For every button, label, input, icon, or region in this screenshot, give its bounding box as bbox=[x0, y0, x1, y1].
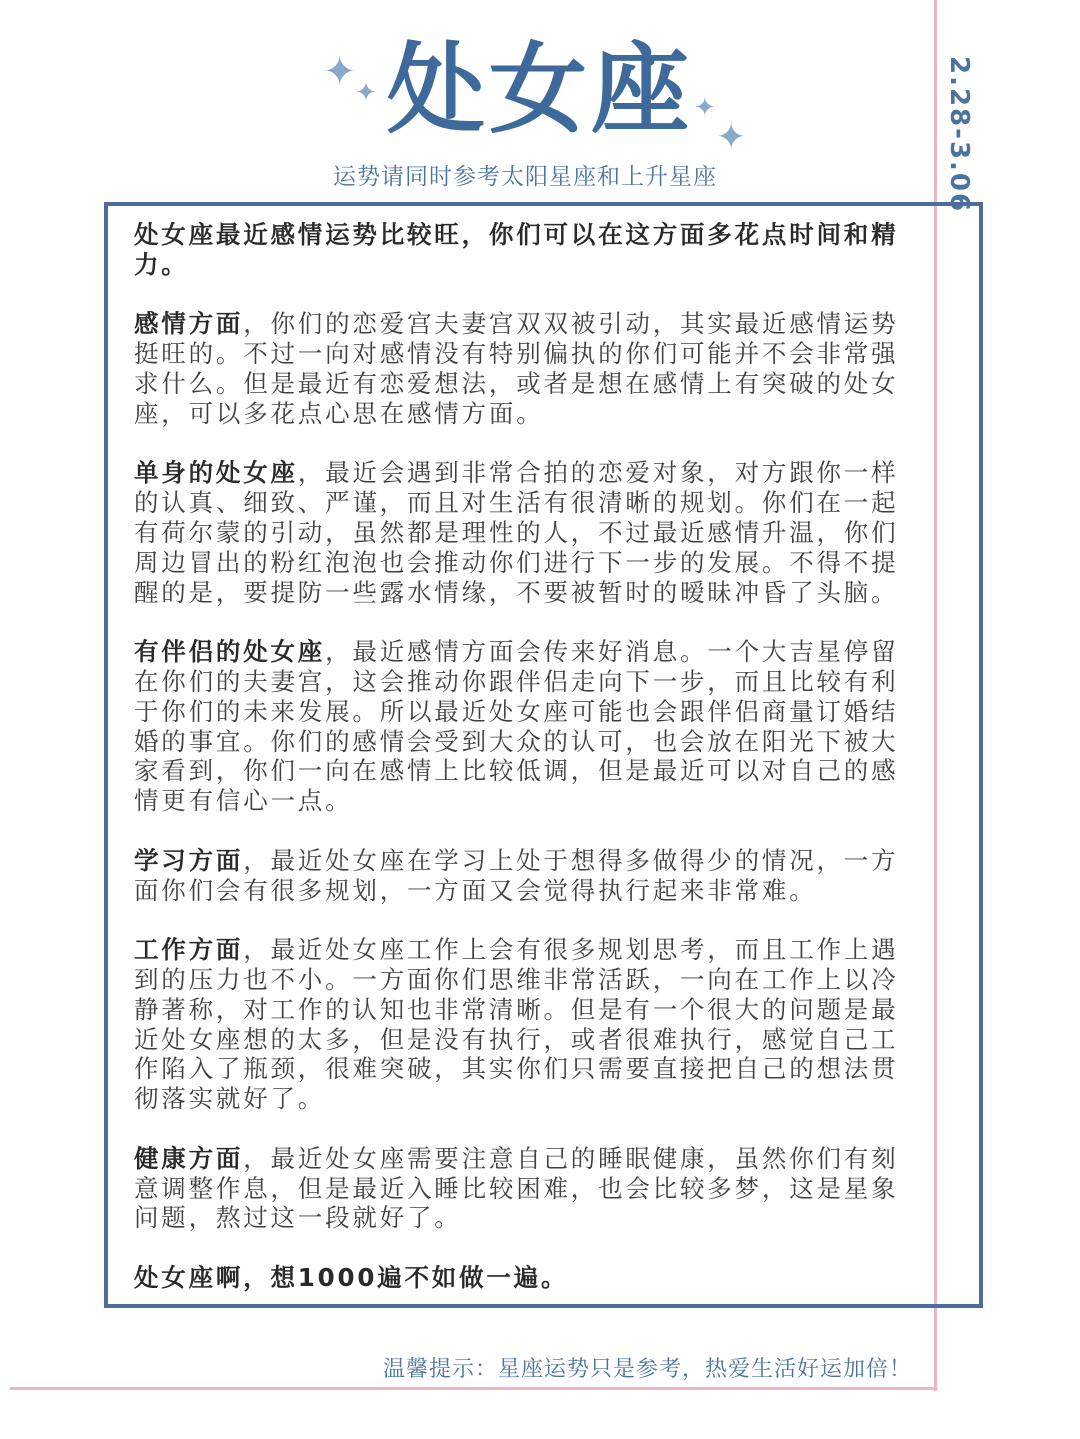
section-partnered bbox=[134, 637, 916, 816]
pink-horizontal-rule bbox=[10, 1387, 937, 1390]
sparkle-icon: ✦ bbox=[323, 49, 357, 95]
closing-paragraph bbox=[134, 1263, 916, 1293]
footer-tip: 温馨提示：星座运势只是参考，热爱生活好运加倍！ bbox=[382, 1357, 912, 1382]
section-heading: 工作方面 bbox=[134, 935, 244, 965]
page-subtitle: 运势请同时参考太阳星座和上升星座 bbox=[333, 164, 717, 190]
section-work bbox=[134, 935, 916, 1114]
section-love bbox=[134, 309, 916, 428]
section-health bbox=[134, 1144, 916, 1233]
section-text: ，最近会遇到非常合拍的恋爱对象，对方跟你一样的认真、细致、严谨，而且对生活有很清晰的规划。你们在一起有荷尔蒙的引动，虽然都是理性的人，不过最近感情升温，你们周边冒出的粉红泡泡也会推动你们进行下一步的发展。不得不提醒的是，要提防一些露水情缘，不要被暂时的暧昧冲昏了头脑。 bbox=[134, 458, 899, 607]
section-heading: 健康方面 bbox=[134, 1143, 244, 1173]
intro-text: 处女座最近感情运势比较旺，你们可以在这方面多花点时间和精力。 bbox=[134, 220, 899, 279]
section-heading: 学习方面 bbox=[134, 845, 244, 875]
sparkle-icon: ✦ bbox=[694, 93, 716, 123]
date-range: 2.28-3.06 bbox=[944, 56, 974, 214]
intro-paragraph bbox=[134, 220, 916, 280]
page-title: 处女座 bbox=[386, 33, 693, 147]
section-heading: 感情方面 bbox=[134, 309, 244, 339]
sparkle-icon: ✦ bbox=[355, 78, 377, 108]
horoscope-content bbox=[134, 220, 916, 1322]
closing-text: 处女座啊，想1000遍不如做一遍。 bbox=[134, 1262, 569, 1292]
section-text: ，最近处女座需要注意自己的睡眠健康，虽然你们有刻意调整作息，但是最近入睡比较困难，也会比较多梦，这是星象问题，熬过这一段就好了。 bbox=[134, 1143, 899, 1233]
section-study bbox=[134, 846, 916, 906]
section-single bbox=[134, 458, 916, 607]
section-text: ，最近感情方面会传来好消息。一个大吉星停留在你们的夫妻宫，这会推动你跟伴侣走向下一步，而且比较有利于你们的未来发展。所以最近处女座可能也会跟伴侣商量订婚结婚的事宜。你们的感情会受到大众的认可，也会放在阳光下被大家看到，你们一向在感情上比较低调，但是最近可以对自己的感情更有信心一点。 bbox=[134, 637, 899, 816]
section-text: ，最近处女座工作上会有很多规划思考，而且工作上遇到的压力也不小。一方面你们思维非常活跃，一向在工作上以冷静著称，对工作的认知也非常清晰。但是有一个很大的问题是最近处女座想的太多，但是没有执行，或者很难执行，感觉自己工作陷入了瓶颈，很难突破，其实你们只需要直接把自己的想法贯彻落实就好了。 bbox=[134, 935, 899, 1114]
section-text: ，最近处女座在学习上处于想得多做得少的情况，一方面你们会有很多规划，一方面又会觉得执行起来非常难。 bbox=[134, 845, 899, 905]
sparkle-icon: ✦ bbox=[716, 117, 747, 158]
section-heading: 单身的处女座 bbox=[134, 458, 298, 488]
section-text: ，你们的恋爱宫夫妻宫双双被引动，其实最近感情运势挺旺的。不过一向对感情没有特别偏执的你们可能并不会非常强求什么。但是最近有恋爱想法，或者是想在感情上有突破的处女座，可以多花点心思在感情方面。 bbox=[134, 309, 899, 428]
section-heading: 有伴侣的处女座 bbox=[134, 637, 326, 667]
